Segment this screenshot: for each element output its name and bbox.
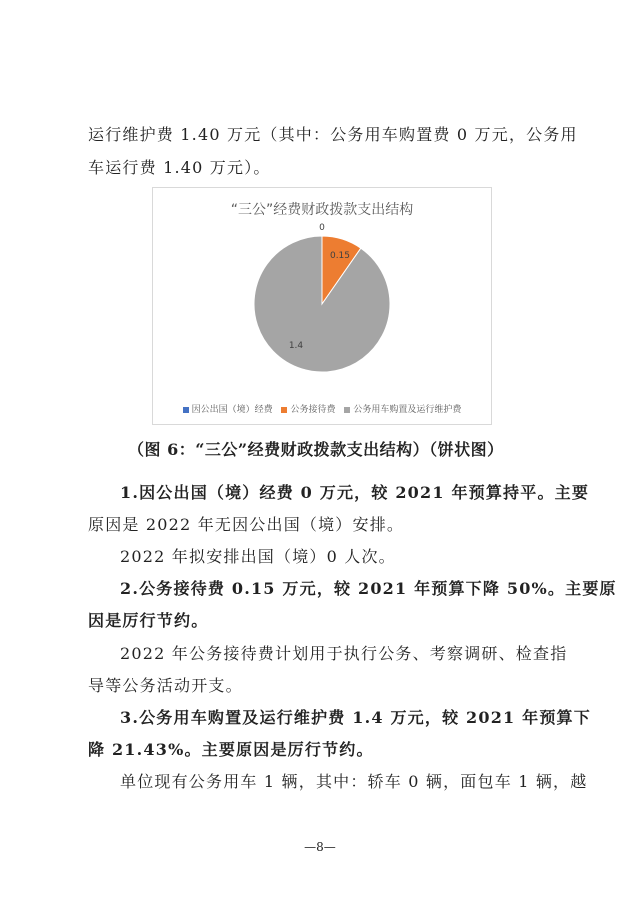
data-label: 1.4 [288,341,304,351]
legend-swatch [344,407,350,413]
body-line: 导等公务活动开支。 [88,676,243,695]
chart-legend [153,402,491,415]
legend-item [183,402,273,415]
legend-label: 因公出国（境）经费 [191,405,273,415]
body-text: 1.因公出国（境）经费 0 万元，较 2021 年预算持平。主要 [120,483,590,502]
body-line: 原因是 2022 年无因公出国（境）安排。 [88,515,405,534]
body-line [120,480,589,503]
legend-label: 公务接待费 [290,405,336,415]
legend-item [344,402,461,415]
data-label: 0 [319,223,325,233]
legend-swatch [281,407,287,413]
legend-item [281,402,335,415]
body-line: 3.公务用车购置及运行维护费 1.4 万元，较 2021 年预算下 [120,708,591,727]
page-number: —8— [304,840,336,854]
figure-caption: （图 6：“三公”经费财政拨款支出结构）（饼状图） [128,440,504,459]
body-line: 降 21.43%。主要原因是厉行节约。 [88,740,374,759]
body-line: 单位现有公务用车 1 辆，其中：轿车 0 辆，面包车 1 辆，越 [120,772,588,791]
paragraph-line: 车运行费 1.40 万元）。 [88,158,271,177]
pie-svg [153,188,491,424]
body-line: 2.公务接待费 0.15 万元，较 2021 年预算下降 50%。主要原 [120,579,617,598]
legend-label: 公务用车购置及运行维护费 [353,405,462,415]
legend-swatch [183,407,189,413]
chart-title: “三公”经费财政拨款支出结构 [230,202,414,218]
paragraph-line: 运行维护费 1.40 万元（其中：公务用车购置费 0 万元，公务用 [88,125,578,144]
body-line: 2022 年公务接待费计划用于执行公务、考察调研、检查指 [120,644,568,663]
pie-chart [152,187,492,425]
pie-slice [254,236,390,372]
body-line: 2022 年拟安排出国（境）0 人次。 [120,547,396,566]
body-line: 因是厉行节约。 [88,611,209,630]
data-label: 0.15 [329,251,351,261]
